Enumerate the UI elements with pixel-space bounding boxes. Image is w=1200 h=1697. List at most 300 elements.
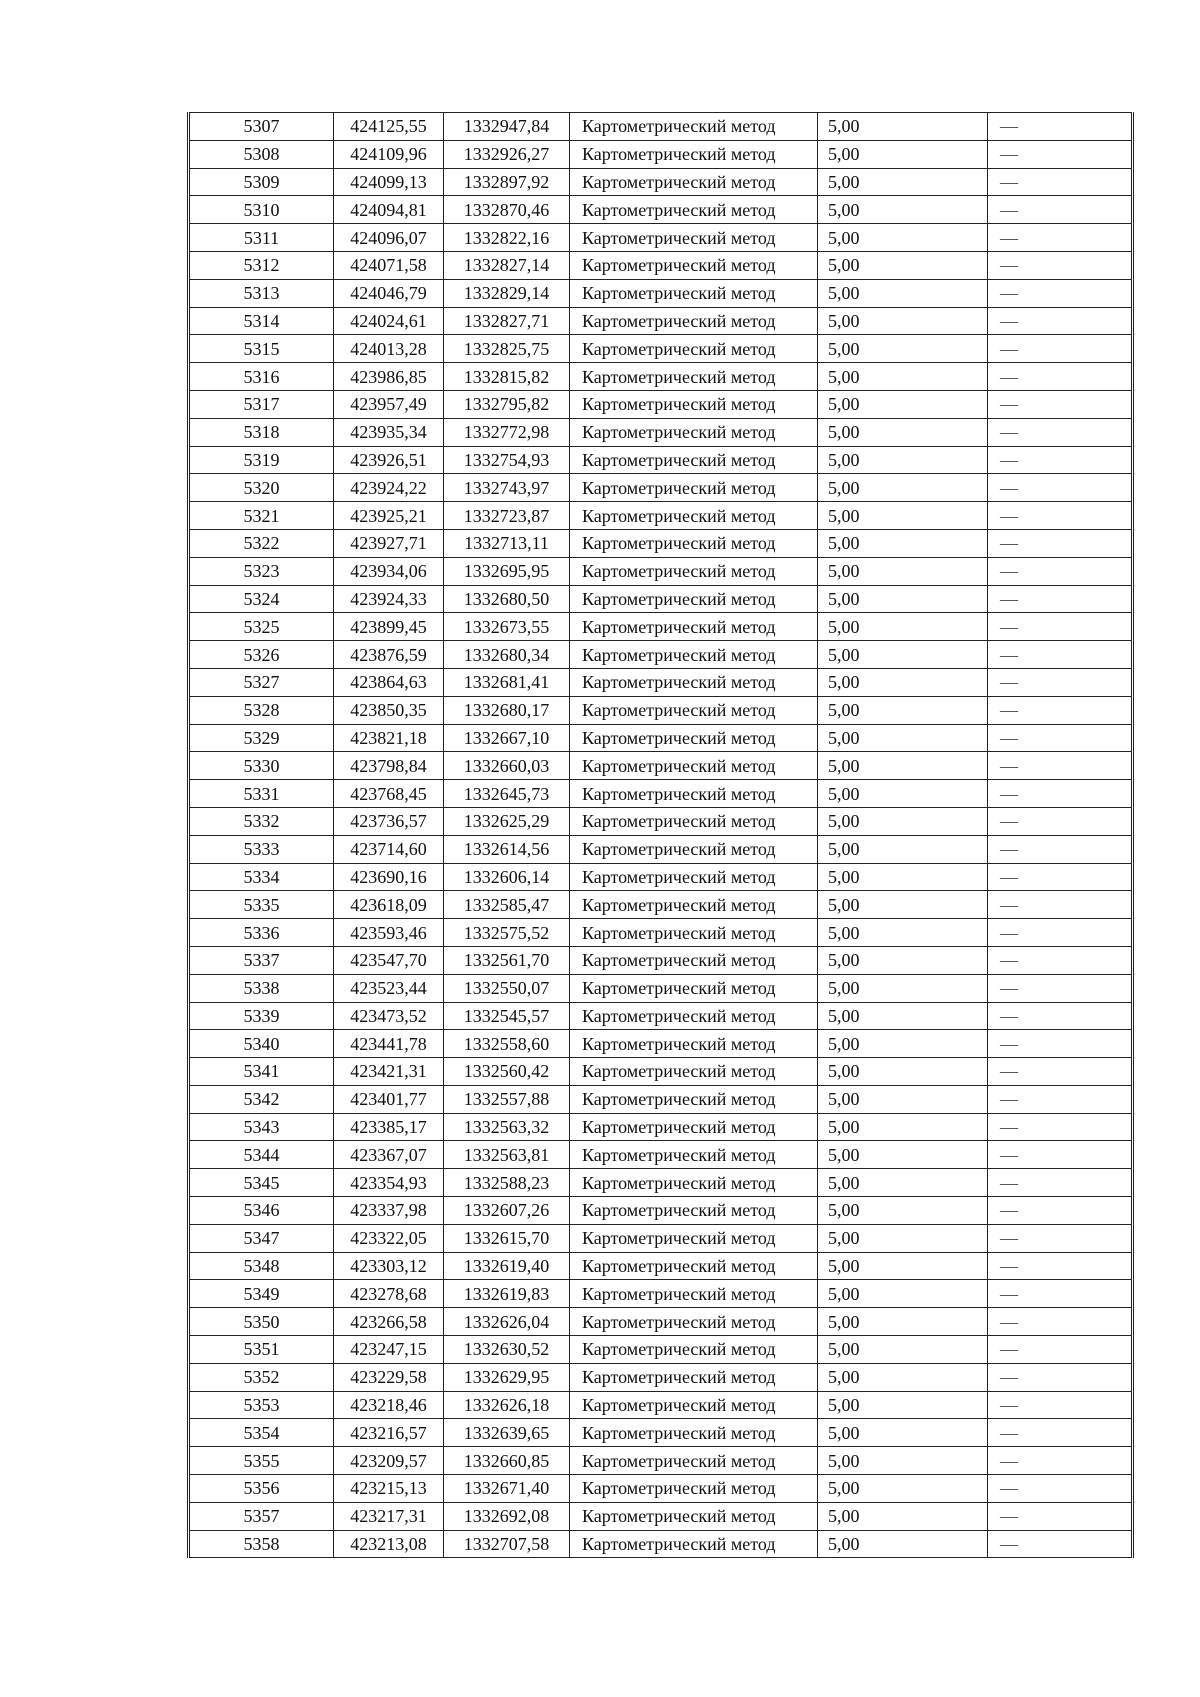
- point-number-cell: 5310: [189, 196, 334, 224]
- x-coordinate-cell: 423229,58: [334, 1363, 444, 1391]
- note-cell: —: [988, 446, 1133, 474]
- note-cell: —: [988, 224, 1133, 252]
- note-cell: —: [988, 1419, 1133, 1447]
- method-cell: Картометрический метод: [570, 1252, 818, 1280]
- x-coordinate-cell: 423926,51: [334, 446, 444, 474]
- y-coordinate-cell: 1332626,18: [444, 1391, 570, 1419]
- point-number-cell: 5351: [189, 1336, 334, 1364]
- method-cell: Картометрический метод: [570, 724, 818, 752]
- point-number-cell: 5356: [189, 1475, 334, 1503]
- accuracy-cell: 5,00: [818, 224, 988, 252]
- x-coordinate-cell: 423864,63: [334, 668, 444, 696]
- note-cell: —: [988, 1085, 1133, 1113]
- point-number-cell: 5315: [189, 335, 334, 363]
- accuracy-cell: 5,00: [818, 1085, 988, 1113]
- y-coordinate-cell: 1332713,11: [444, 529, 570, 557]
- note-cell: —: [988, 974, 1133, 1002]
- x-coordinate-cell: 424099,13: [334, 168, 444, 196]
- accuracy-cell: 5,00: [818, 752, 988, 780]
- method-cell: Картометрический метод: [570, 363, 818, 391]
- note-cell: —: [988, 1030, 1133, 1058]
- method-cell: Картометрический метод: [570, 752, 818, 780]
- y-coordinate-cell: 1332615,70: [444, 1224, 570, 1252]
- x-coordinate-cell: 423925,21: [334, 502, 444, 530]
- point-number-cell: 5311: [189, 224, 334, 252]
- accuracy-cell: 5,00: [818, 1197, 988, 1225]
- note-cell: —: [988, 1002, 1133, 1030]
- point-number-cell: 5308: [189, 140, 334, 168]
- method-cell: Картометрический метод: [570, 418, 818, 446]
- note-cell: —: [988, 1391, 1133, 1419]
- y-coordinate-cell: 1332671,40: [444, 1475, 570, 1503]
- point-number-cell: 5348: [189, 1252, 334, 1280]
- table-row: [189, 196, 1133, 224]
- point-number-cell: 5357: [189, 1502, 334, 1530]
- method-cell: Картометрический метод: [570, 1197, 818, 1225]
- accuracy-cell: 5,00: [818, 1141, 988, 1169]
- accuracy-cell: 5,00: [818, 390, 988, 418]
- note-cell: —: [988, 752, 1133, 780]
- point-number-cell: 5325: [189, 613, 334, 641]
- document-page: [187, 112, 1131, 1558]
- note-cell: —: [988, 335, 1133, 363]
- point-number-cell: 5313: [189, 279, 334, 307]
- method-cell: Картометрический метод: [570, 446, 818, 474]
- y-coordinate-cell: 1332545,57: [444, 1002, 570, 1030]
- note-cell: —: [988, 251, 1133, 279]
- y-coordinate-cell: 1332822,16: [444, 224, 570, 252]
- accuracy-cell: 5,00: [818, 1280, 988, 1308]
- y-coordinate-cell: 1332625,29: [444, 807, 570, 835]
- y-coordinate-cell: 1332673,55: [444, 613, 570, 641]
- method-cell: Картометрический метод: [570, 1391, 818, 1419]
- accuracy-cell: 5,00: [818, 696, 988, 724]
- method-cell: Картометрический метод: [570, 1113, 818, 1141]
- x-coordinate-cell: 423924,33: [334, 585, 444, 613]
- accuracy-cell: 5,00: [818, 919, 988, 947]
- y-coordinate-cell: 1332825,75: [444, 335, 570, 363]
- note-cell: —: [988, 585, 1133, 613]
- note-cell: —: [988, 1169, 1133, 1197]
- x-coordinate-cell: 424071,58: [334, 251, 444, 279]
- point-number-cell: 5334: [189, 863, 334, 891]
- table-row: [189, 279, 1133, 307]
- x-coordinate-cell: 423821,18: [334, 724, 444, 752]
- table-row: [189, 1475, 1133, 1503]
- point-number-cell: 5337: [189, 946, 334, 974]
- note-cell: —: [988, 946, 1133, 974]
- table-row: [189, 863, 1133, 891]
- y-coordinate-cell: 1332561,70: [444, 946, 570, 974]
- x-coordinate-cell: 423218,46: [334, 1391, 444, 1419]
- table-row: [189, 1363, 1133, 1391]
- point-number-cell: 5307: [189, 113, 334, 141]
- note-cell: —: [988, 529, 1133, 557]
- x-coordinate-cell: 424125,55: [334, 113, 444, 141]
- point-number-cell: 5330: [189, 752, 334, 780]
- point-number-cell: 5358: [189, 1530, 334, 1558]
- x-coordinate-cell: 424024,61: [334, 307, 444, 335]
- note-cell: —: [988, 1141, 1133, 1169]
- y-coordinate-cell: 1332692,08: [444, 1502, 570, 1530]
- accuracy-cell: 5,00: [818, 1058, 988, 1086]
- point-number-cell: 5347: [189, 1224, 334, 1252]
- note-cell: —: [988, 1197, 1133, 1225]
- accuracy-cell: 5,00: [818, 641, 988, 669]
- accuracy-cell: 5,00: [818, 1475, 988, 1503]
- method-cell: Картометрический метод: [570, 891, 818, 919]
- note-cell: —: [988, 1252, 1133, 1280]
- accuracy-cell: 5,00: [818, 1363, 988, 1391]
- table-row: [189, 696, 1133, 724]
- y-coordinate-cell: 1332607,26: [444, 1197, 570, 1225]
- accuracy-cell: 5,00: [818, 529, 988, 557]
- table-row: [189, 780, 1133, 808]
- table-row: [189, 585, 1133, 613]
- table-row: [189, 390, 1133, 418]
- table-row: [189, 919, 1133, 947]
- note-cell: —: [988, 668, 1133, 696]
- method-cell: Картометрический метод: [570, 780, 818, 808]
- note-cell: —: [988, 1475, 1133, 1503]
- note-cell: —: [988, 1308, 1133, 1336]
- accuracy-cell: 5,00: [818, 1530, 988, 1558]
- y-coordinate-cell: 1332772,98: [444, 418, 570, 446]
- y-coordinate-cell: 1332614,56: [444, 835, 570, 863]
- y-coordinate-cell: 1332557,88: [444, 1085, 570, 1113]
- x-coordinate-cell: 423247,15: [334, 1336, 444, 1364]
- method-cell: Картометрический метод: [570, 474, 818, 502]
- table-row: [189, 1336, 1133, 1364]
- table-row: [189, 946, 1133, 974]
- y-coordinate-cell: 1332897,92: [444, 168, 570, 196]
- x-coordinate-cell: 423899,45: [334, 613, 444, 641]
- y-coordinate-cell: 1332626,04: [444, 1308, 570, 1336]
- y-coordinate-cell: 1332680,50: [444, 585, 570, 613]
- note-cell: —: [988, 363, 1133, 391]
- method-cell: Картометрический метод: [570, 224, 818, 252]
- note-cell: —: [988, 919, 1133, 947]
- table-row: [189, 1502, 1133, 1530]
- table-row: [189, 1002, 1133, 1030]
- accuracy-cell: 5,00: [818, 863, 988, 891]
- x-coordinate-cell: 423593,46: [334, 919, 444, 947]
- point-number-cell: 5342: [189, 1085, 334, 1113]
- point-number-cell: 5354: [189, 1419, 334, 1447]
- x-coordinate-cell: 423473,52: [334, 1002, 444, 1030]
- method-cell: Картометрический метод: [570, 1308, 818, 1336]
- accuracy-cell: 5,00: [818, 1030, 988, 1058]
- point-number-cell: 5331: [189, 780, 334, 808]
- x-coordinate-cell: 423421,31: [334, 1058, 444, 1086]
- point-number-cell: 5319: [189, 446, 334, 474]
- accuracy-cell: 5,00: [818, 1224, 988, 1252]
- method-cell: Картометрический метод: [570, 919, 818, 947]
- table-row: [189, 835, 1133, 863]
- x-coordinate-cell: 423618,09: [334, 891, 444, 919]
- y-coordinate-cell: 1332870,46: [444, 196, 570, 224]
- method-cell: Картометрический метод: [570, 251, 818, 279]
- table-row: [189, 752, 1133, 780]
- point-number-cell: 5329: [189, 724, 334, 752]
- y-coordinate-cell: 1332660,85: [444, 1447, 570, 1475]
- table-row: [189, 724, 1133, 752]
- table-row: [189, 113, 1133, 141]
- accuracy-cell: 5,00: [818, 1391, 988, 1419]
- table-row: [189, 807, 1133, 835]
- method-cell: Картометрический метод: [570, 1224, 818, 1252]
- note-cell: —: [988, 113, 1133, 141]
- y-coordinate-cell: 1332560,42: [444, 1058, 570, 1086]
- table-row: [189, 251, 1133, 279]
- accuracy-cell: 5,00: [818, 891, 988, 919]
- y-coordinate-cell: 1332829,14: [444, 279, 570, 307]
- method-cell: Картометрический метод: [570, 613, 818, 641]
- note-cell: —: [988, 279, 1133, 307]
- accuracy-cell: 5,00: [818, 446, 988, 474]
- accuracy-cell: 5,00: [818, 1447, 988, 1475]
- table-row: [189, 1308, 1133, 1336]
- table-row: [189, 974, 1133, 1002]
- x-coordinate-cell: 423714,60: [334, 835, 444, 863]
- accuracy-cell: 5,00: [818, 1169, 988, 1197]
- y-coordinate-cell: 1332680,17: [444, 696, 570, 724]
- note-cell: —: [988, 835, 1133, 863]
- point-number-cell: 5323: [189, 557, 334, 585]
- method-cell: Картометрический метод: [570, 974, 818, 1002]
- note-cell: —: [988, 474, 1133, 502]
- method-cell: Картометрический метод: [570, 1502, 818, 1530]
- point-number-cell: 5336: [189, 919, 334, 947]
- table-row: [189, 1419, 1133, 1447]
- method-cell: Картометрический метод: [570, 502, 818, 530]
- x-coordinate-cell: 423935,34: [334, 418, 444, 446]
- note-cell: —: [988, 557, 1133, 585]
- table-row: [189, 1141, 1133, 1169]
- x-coordinate-cell: 423798,84: [334, 752, 444, 780]
- x-coordinate-cell: 424096,07: [334, 224, 444, 252]
- point-number-cell: 5314: [189, 307, 334, 335]
- y-coordinate-cell: 1332563,32: [444, 1113, 570, 1141]
- note-cell: —: [988, 196, 1133, 224]
- coordinates-table: [187, 112, 1134, 1558]
- note-cell: —: [988, 613, 1133, 641]
- x-coordinate-cell: 423303,12: [334, 1252, 444, 1280]
- note-cell: —: [988, 780, 1133, 808]
- y-coordinate-cell: 1332681,41: [444, 668, 570, 696]
- x-coordinate-cell: 423768,45: [334, 780, 444, 808]
- table-row: [189, 1280, 1133, 1308]
- table-row: [189, 1169, 1133, 1197]
- y-coordinate-cell: 1332563,81: [444, 1141, 570, 1169]
- y-coordinate-cell: 1332815,82: [444, 363, 570, 391]
- y-coordinate-cell: 1332926,27: [444, 140, 570, 168]
- accuracy-cell: 5,00: [818, 1502, 988, 1530]
- table-row: [189, 502, 1133, 530]
- y-coordinate-cell: 1332667,10: [444, 724, 570, 752]
- point-number-cell: 5344: [189, 1141, 334, 1169]
- accuracy-cell: 5,00: [818, 1113, 988, 1141]
- x-coordinate-cell: 423986,85: [334, 363, 444, 391]
- accuracy-cell: 5,00: [818, 668, 988, 696]
- method-cell: Картометрический метод: [570, 1530, 818, 1558]
- y-coordinate-cell: 1332639,65: [444, 1419, 570, 1447]
- x-coordinate-cell: 423209,57: [334, 1447, 444, 1475]
- y-coordinate-cell: 1332585,47: [444, 891, 570, 919]
- accuracy-cell: 5,00: [818, 502, 988, 530]
- y-coordinate-cell: 1332754,93: [444, 446, 570, 474]
- note-cell: —: [988, 140, 1133, 168]
- x-coordinate-cell: 423367,07: [334, 1141, 444, 1169]
- x-coordinate-cell: 423876,59: [334, 641, 444, 669]
- point-number-cell: 5339: [189, 1002, 334, 1030]
- y-coordinate-cell: 1332695,95: [444, 557, 570, 585]
- method-cell: Картометрический метод: [570, 641, 818, 669]
- point-number-cell: 5333: [189, 835, 334, 863]
- method-cell: Картометрический метод: [570, 1336, 818, 1364]
- accuracy-cell: 5,00: [818, 307, 988, 335]
- method-cell: Картометрический метод: [570, 279, 818, 307]
- note-cell: —: [988, 390, 1133, 418]
- point-number-cell: 5318: [189, 418, 334, 446]
- table-row: [189, 891, 1133, 919]
- accuracy-cell: 5,00: [818, 557, 988, 585]
- note-cell: —: [988, 502, 1133, 530]
- point-number-cell: 5327: [189, 668, 334, 696]
- table-row: [189, 335, 1133, 363]
- point-number-cell: 5352: [189, 1363, 334, 1391]
- table-row: [189, 1391, 1133, 1419]
- point-number-cell: 5322: [189, 529, 334, 557]
- y-coordinate-cell: 1332550,07: [444, 974, 570, 1002]
- table-row: [189, 1224, 1133, 1252]
- method-cell: Картометрический метод: [570, 696, 818, 724]
- method-cell: Картометрический метод: [570, 1085, 818, 1113]
- point-number-cell: 5349: [189, 1280, 334, 1308]
- x-coordinate-cell: 423957,49: [334, 390, 444, 418]
- table-row: [189, 446, 1133, 474]
- point-number-cell: 5353: [189, 1391, 334, 1419]
- y-coordinate-cell: 1332645,73: [444, 780, 570, 808]
- table-row: [189, 363, 1133, 391]
- x-coordinate-cell: 423736,57: [334, 807, 444, 835]
- table-row: [189, 224, 1133, 252]
- method-cell: Картометрический метод: [570, 113, 818, 141]
- point-number-cell: 5343: [189, 1113, 334, 1141]
- method-cell: Картометрический метод: [570, 335, 818, 363]
- table-row: [189, 474, 1133, 502]
- method-cell: Картометрический метод: [570, 196, 818, 224]
- x-coordinate-cell: 423213,08: [334, 1530, 444, 1558]
- y-coordinate-cell: 1332575,52: [444, 919, 570, 947]
- x-coordinate-cell: 423441,78: [334, 1030, 444, 1058]
- x-coordinate-cell: 423337,98: [334, 1197, 444, 1225]
- note-cell: —: [988, 807, 1133, 835]
- note-cell: —: [988, 1058, 1133, 1086]
- note-cell: —: [988, 1502, 1133, 1530]
- point-number-cell: 5326: [189, 641, 334, 669]
- method-cell: Картометрический метод: [570, 140, 818, 168]
- note-cell: —: [988, 641, 1133, 669]
- point-number-cell: 5338: [189, 974, 334, 1002]
- y-coordinate-cell: 1332558,60: [444, 1030, 570, 1058]
- note-cell: —: [988, 1530, 1133, 1558]
- note-cell: —: [988, 1336, 1133, 1364]
- accuracy-cell: 5,00: [818, 1308, 988, 1336]
- method-cell: Картометрический метод: [570, 1475, 818, 1503]
- accuracy-cell: 5,00: [818, 835, 988, 863]
- method-cell: Картометрический метод: [570, 585, 818, 613]
- point-number-cell: 5346: [189, 1197, 334, 1225]
- accuracy-cell: 5,00: [818, 279, 988, 307]
- x-coordinate-cell: 423927,71: [334, 529, 444, 557]
- accuracy-cell: 5,00: [818, 1336, 988, 1364]
- note-cell: —: [988, 724, 1133, 752]
- x-coordinate-cell: 423401,77: [334, 1085, 444, 1113]
- y-coordinate-cell: 1332619,40: [444, 1252, 570, 1280]
- y-coordinate-cell: 1332723,87: [444, 502, 570, 530]
- table-row: [189, 1252, 1133, 1280]
- accuracy-cell: 5,00: [818, 1002, 988, 1030]
- note-cell: —: [988, 418, 1133, 446]
- accuracy-cell: 5,00: [818, 251, 988, 279]
- point-number-cell: 5335: [189, 891, 334, 919]
- note-cell: —: [988, 891, 1133, 919]
- x-coordinate-cell: 424094,81: [334, 196, 444, 224]
- accuracy-cell: 5,00: [818, 335, 988, 363]
- method-cell: Картометрический метод: [570, 1058, 818, 1086]
- method-cell: Картометрический метод: [570, 1169, 818, 1197]
- note-cell: —: [988, 1113, 1133, 1141]
- y-coordinate-cell: 1332660,03: [444, 752, 570, 780]
- y-coordinate-cell: 1332606,14: [444, 863, 570, 891]
- accuracy-cell: 5,00: [818, 168, 988, 196]
- accuracy-cell: 5,00: [818, 585, 988, 613]
- accuracy-cell: 5,00: [818, 780, 988, 808]
- x-coordinate-cell: 423934,06: [334, 557, 444, 585]
- table-row: [189, 168, 1133, 196]
- method-cell: Картометрический метод: [570, 529, 818, 557]
- method-cell: Картометрический метод: [570, 390, 818, 418]
- table-row: [189, 668, 1133, 696]
- accuracy-cell: 5,00: [818, 946, 988, 974]
- method-cell: Картометрический метод: [570, 1141, 818, 1169]
- point-number-cell: 5309: [189, 168, 334, 196]
- x-coordinate-cell: 423278,68: [334, 1280, 444, 1308]
- method-cell: Картометрический метод: [570, 1280, 818, 1308]
- point-number-cell: 5317: [189, 390, 334, 418]
- y-coordinate-cell: 1332947,84: [444, 113, 570, 141]
- y-coordinate-cell: 1332619,83: [444, 1280, 570, 1308]
- x-coordinate-cell: 423322,05: [334, 1224, 444, 1252]
- accuracy-cell: 5,00: [818, 974, 988, 1002]
- note-cell: —: [988, 1363, 1133, 1391]
- y-coordinate-cell: 1332588,23: [444, 1169, 570, 1197]
- point-number-cell: 5312: [189, 251, 334, 279]
- note-cell: —: [988, 1224, 1133, 1252]
- note-cell: —: [988, 863, 1133, 891]
- x-coordinate-cell: 423266,58: [334, 1308, 444, 1336]
- table-row: [189, 1447, 1133, 1475]
- method-cell: Картометрический метод: [570, 168, 818, 196]
- table-row: [189, 641, 1133, 669]
- table-row: [189, 613, 1133, 641]
- accuracy-cell: 5,00: [818, 724, 988, 752]
- point-number-cell: 5321: [189, 502, 334, 530]
- x-coordinate-cell: 423215,13: [334, 1475, 444, 1503]
- accuracy-cell: 5,00: [818, 140, 988, 168]
- table-row: [189, 140, 1133, 168]
